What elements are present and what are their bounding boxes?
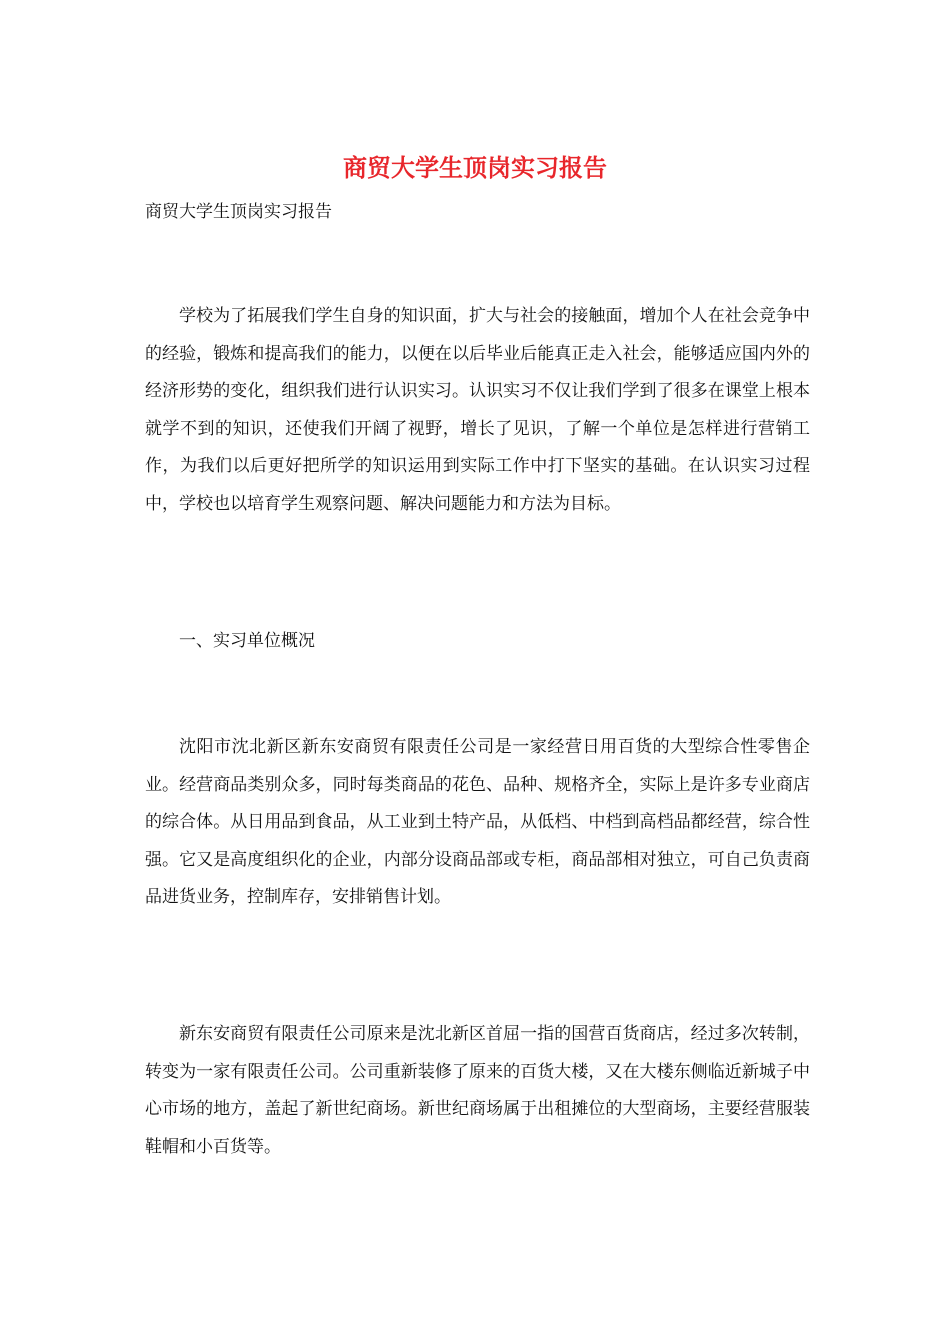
- company-history-paragraph: 新东安商贸有限责任公司原来是沈北新区首屈一指的国营百货商店，经过多次转制，转变为一家有限责任公司。公司重新装修了原来的百货大楼，又在大楼东侧临近新城子中心市场的地方，盖起了新世纪商场。新世纪商场属于出租摊位的大型商场，主要经营服装鞋帽和小百货等。: [145, 1024, 810, 1157]
- company-overview-paragraph: 沈阳市沈北新区新东安商贸有限责任公司是一家经营日用百货的大型综合性零售企业。经营商品类别众多，同时每类商品的花色、品种、规格齐全，实际上是许多专业商店的综合体。从日用品到食品，从工业到土特产品，从低档、中档到高档品都经营，综合性强。它又是高度组织化的企业，内部分设商品部或专柜，商品部相对独立，可自己负责商品进货业务，控制库存，安排销售计划。: [145, 737, 810, 907]
- intro-paragraph: 学校为了拓展我们学生自身的知识面，扩大与社会的接触面，增加个人在社会竞争中的经验，锻炼和提高我们的能力，以便在以后毕业后能真正走入社会，能够适应国内外的经济形势的变化，组织我们进行认识实习。认识实习不仅让我们学到了很多在课堂上根本就学不到的知识，还使我们开阔了视野，增长了见识，了解一个单位是怎样进行营销工作，为我们以后更好把所学的知识运用到实际工作中打下坚实的基础。在认识实习过程中，学校也以培育学生观察问题、解决问题能力和方法为目标。: [145, 306, 810, 514]
- section-heading: 一、实习单位概况: [179, 631, 315, 651]
- document-subtitle: 商贸大学生顶岗实习报告: [145, 202, 332, 222]
- document-title: 商贸大学生顶岗实习报告: [343, 153, 607, 182]
